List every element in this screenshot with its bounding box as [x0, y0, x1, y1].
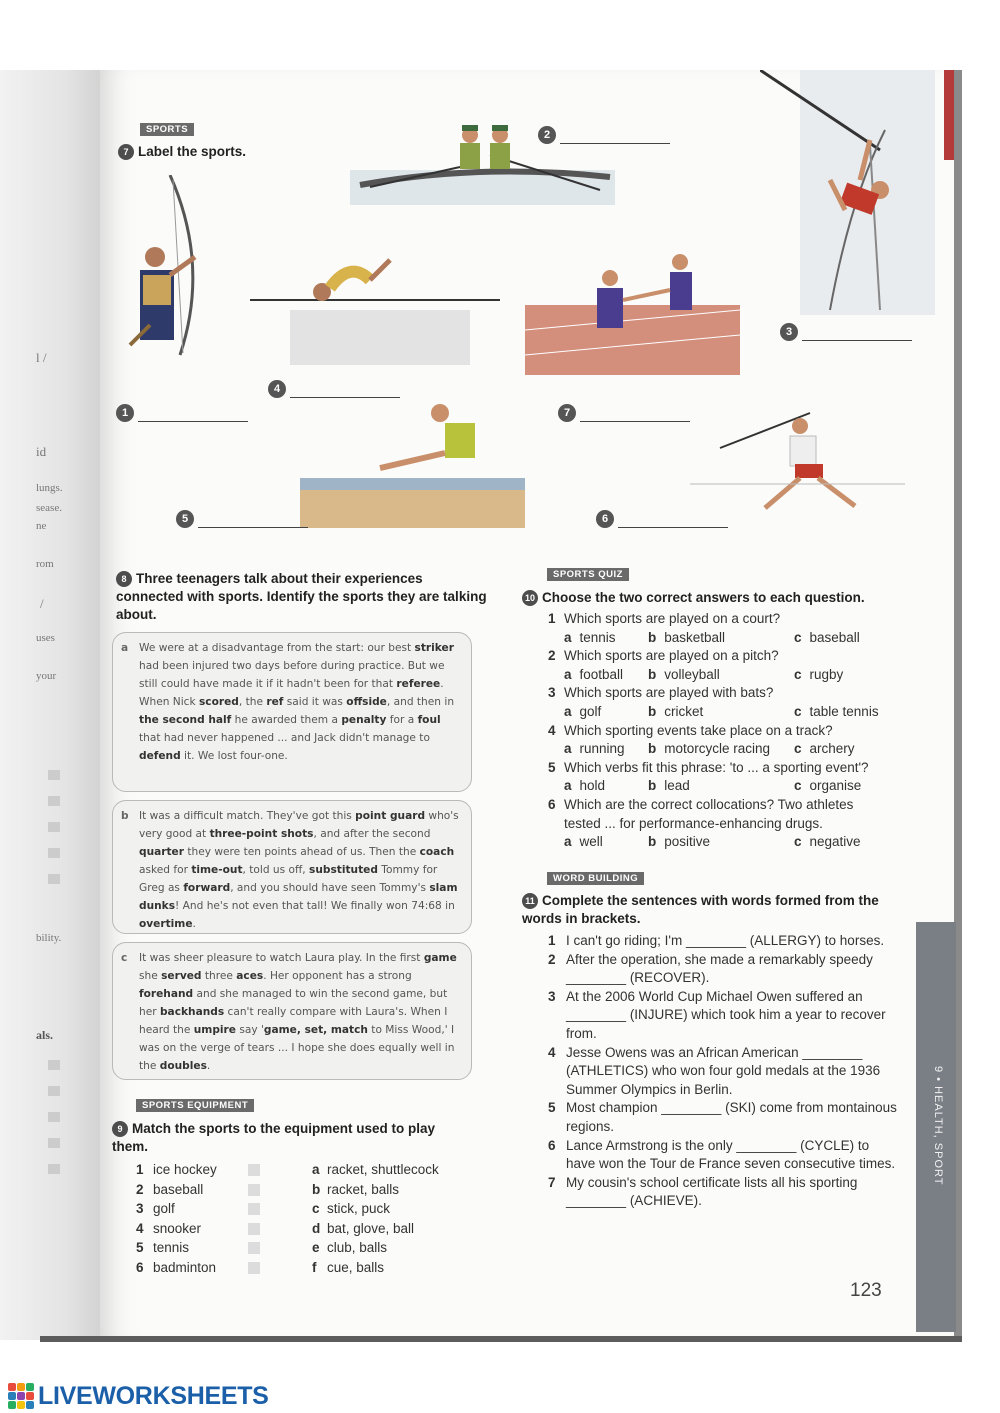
gutter-box: [48, 1060, 60, 1070]
gutter-fragment: your: [36, 670, 57, 682]
bubble-text: three: [201, 970, 237, 982]
label-number: 7: [558, 404, 576, 422]
exercise-10-heading: [522, 589, 892, 607]
gutter-fragment: rom: [36, 558, 54, 570]
item-number: 2: [548, 951, 556, 967]
logo-grid-icon: [8, 1383, 34, 1409]
key-term: scored: [198, 696, 239, 708]
option-a[interactable]: a golf: [564, 703, 602, 719]
logo-text: LIVEWORKSHEETS: [38, 1381, 269, 1410]
option-c[interactable]: c archery: [794, 741, 855, 757]
key-term: quarter: [139, 846, 184, 858]
speech-bubble-c: [112, 942, 472, 1080]
question-number: 1: [548, 611, 556, 626]
option-a[interactable]: a tennis: [564, 629, 616, 645]
answer-line[interactable]: [802, 325, 912, 341]
bubble-text: for a: [386, 714, 418, 726]
answer-box[interactable]: [248, 1223, 260, 1235]
option-c[interactable]: c organise: [794, 778, 862, 794]
bubble-text: asked for: [139, 864, 192, 876]
label-blank-1[interactable]: [116, 404, 248, 422]
quiz-question-1: [548, 610, 898, 647]
key-term: penalty: [341, 714, 387, 726]
page-number: 123: [850, 1280, 882, 1301]
sport-name: badminton: [153, 1259, 217, 1275]
gutter-box: [48, 1112, 60, 1122]
key-term: forehand: [139, 988, 194, 1000]
match-row: [136, 1238, 476, 1258]
item-text: After the operation, she made a remarkably speedy ________ (RECOVER).: [566, 951, 873, 986]
quiz-question-6: [548, 796, 898, 852]
question-number: 3: [548, 685, 556, 701]
word-building-item[interactable]: [548, 1099, 898, 1136]
exercise-number: 9: [112, 1121, 128, 1137]
section-tag-equipment: SPORTS EQUIPMENT: [136, 1099, 254, 1112]
key-term: foul: [417, 714, 441, 726]
answer-line[interactable]: [198, 512, 308, 528]
match-row: [136, 1180, 476, 1200]
item-number: 4: [548, 1044, 556, 1060]
answer-line[interactable]: [618, 512, 728, 528]
bubble-text: had been injured two days before during practice. But we still could have made it if it hadn't been for that: [139, 660, 445, 690]
bubble-text: .: [192, 918, 196, 930]
gutter-fragment: lungs.: [36, 482, 63, 494]
item-number: 6: [548, 1137, 556, 1153]
question-number: 4: [548, 722, 556, 738]
option-a[interactable]: a running: [564, 741, 625, 757]
word-building-item[interactable]: [548, 1174, 898, 1211]
pole-vault-illustration: [760, 70, 935, 315]
equipment-name: racket, shuttlecock: [327, 1162, 439, 1177]
long-jump-illustration: [300, 398, 525, 528]
gutter-fragment: id: [36, 444, 47, 459]
equipment-letter: e: [312, 1240, 320, 1256]
question-number: 6: [548, 796, 556, 812]
gutter-box: [48, 874, 60, 884]
key-term: substituted: [309, 864, 378, 876]
question-text: Which sports are played with bats?: [564, 685, 774, 701]
exercise-7-heading: [118, 143, 246, 161]
quiz-question-3: [548, 684, 898, 721]
bubble-text: Tommy for Greg as: [139, 864, 438, 894]
question-number: 2: [548, 648, 556, 664]
item-text: I can't go riding; I'm ________ (ALLERGY) to horses.: [566, 933, 885, 948]
word-building-item[interactable]: [548, 988, 898, 1044]
gutter-fragment: bility.: [36, 932, 62, 944]
bubble-text: he awarded them a: [231, 714, 342, 726]
bubble-text: to Miss Wood,' I was on the verge of tears ... I hope she does equally well in the: [139, 1024, 455, 1072]
word-building-list: [548, 932, 898, 1211]
exercise-11-instruction: Complete the sentences with words formed from the words in brackets.: [522, 893, 879, 926]
key-term: referee: [396, 678, 441, 690]
exercise-number: 11: [522, 893, 538, 909]
bubble-text: it. We lost four-one.: [180, 750, 288, 762]
bubble-letter: b: [121, 810, 129, 822]
item-number: 3: [548, 988, 556, 1004]
item-number: 7: [548, 1174, 556, 1190]
equipment-letter: d: [312, 1220, 321, 1236]
gutter-box: [48, 1086, 60, 1096]
question-number: 5: [548, 759, 556, 775]
answer-box[interactable]: [248, 1262, 260, 1274]
label-number: 3: [780, 323, 798, 341]
liveworksheets-logo[interactable]: [8, 1380, 269, 1412]
sport-name: tennis: [153, 1240, 190, 1256]
answer-box[interactable]: [248, 1203, 260, 1215]
quiz-questions: [548, 610, 898, 852]
option-b[interactable]: b lead: [648, 778, 690, 794]
label-blank-4[interactable]: [268, 380, 400, 398]
exercise-9-heading: [112, 1120, 472, 1156]
option-c[interactable]: c rugby: [794, 666, 844, 682]
bubble-text: , told us off,: [242, 864, 310, 876]
bubble-text: , and then in: [386, 696, 455, 708]
option-a[interactable]: a well: [564, 834, 603, 850]
key-term: served: [161, 970, 202, 982]
bubble-text: say ': [235, 1024, 264, 1036]
key-term: backhands: [159, 1006, 225, 1018]
exercise-number: 10: [522, 590, 538, 606]
key-term: forward: [183, 882, 231, 894]
section-tag-sports: SPORTS: [140, 123, 194, 136]
quiz-question-4: [548, 722, 898, 759]
question-text: Which sporting events take place on a track?: [564, 722, 833, 738]
gutter-fragment: uses: [36, 632, 55, 644]
match-row: [136, 1258, 476, 1278]
gutter-fragment: l /: [36, 350, 47, 365]
bubble-text: It was sheer pleasure to watch Laura play. In the first: [139, 952, 424, 964]
key-term: coach: [419, 846, 455, 858]
label-number: 5: [176, 510, 194, 528]
label-number: 1: [116, 404, 134, 422]
bubble-text: .: [206, 1060, 211, 1072]
exercise-8-heading: [116, 570, 491, 624]
gutter-box: [48, 822, 60, 832]
exercise-number: 8: [116, 571, 132, 587]
sport-name: ice hockey: [153, 1162, 217, 1177]
equipment-letter: a: [312, 1162, 320, 1177]
exercise-7-instruction: Label the sports.: [138, 144, 247, 159]
equipment-name: cue, balls: [327, 1259, 385, 1275]
section-tag-word-building: WORD BUILDING: [547, 872, 644, 885]
answer-box[interactable]: [248, 1164, 260, 1176]
key-term: striker: [414, 642, 454, 654]
key-term: game: [423, 952, 457, 964]
bubble-text: . When Nick: [139, 678, 444, 708]
exercise-number: 7: [118, 144, 134, 160]
sport-name: baseball: [153, 1181, 204, 1197]
bubble-text: , the: [238, 696, 267, 708]
unit-side-tab-label: 9 • HEALTH, SPORT: [932, 1066, 944, 1186]
equipment-name: club, balls: [327, 1240, 388, 1256]
gutter-box: [48, 1138, 60, 1148]
bubble-letter: c: [121, 952, 128, 964]
match-row: [136, 1160, 476, 1180]
bubble-text: It was a difficult match. They've got this: [139, 810, 356, 822]
label-number: 2: [538, 126, 556, 144]
gutter-fragment: /: [40, 596, 44, 611]
bubble-text: We were at a disadvantage from the start: our best: [139, 642, 415, 654]
quiz-question-2: [548, 647, 898, 684]
answer-line[interactable]: [560, 128, 670, 144]
key-term: offside: [346, 696, 387, 708]
sport-name: snooker: [153, 1220, 202, 1236]
question-text: tested ... for performance-enhancing drugs.: [564, 815, 823, 831]
item-text: Most champion ________ (SKI) come from montainous regions.: [566, 1100, 897, 1134]
key-term: game, set, match: [263, 1024, 368, 1036]
section-tag-quiz: SPORTS QUIZ: [547, 568, 629, 581]
label-blank-3[interactable]: [780, 323, 912, 341]
key-term: the second half: [139, 714, 232, 726]
equipment-letter: f: [312, 1259, 317, 1275]
label-blank-6[interactable]: [596, 510, 728, 528]
key-term: defend: [139, 750, 181, 762]
word-building-item[interactable]: [548, 951, 898, 988]
key-term: ref: [266, 696, 284, 708]
sport-name: golf: [153, 1201, 175, 1217]
item-text: At the 2006 World Cup Michael Owen suffered an ________ (INJURE) which took him a year to recover from.: [566, 988, 886, 1041]
equipment-letter: b: [312, 1181, 321, 1197]
sport-number: 3: [136, 1201, 144, 1217]
answer-line[interactable]: [290, 382, 400, 398]
key-term: point guard: [355, 810, 426, 822]
label-number: 6: [596, 510, 614, 528]
item-number: 5: [548, 1100, 556, 1116]
bubble-text: she: [139, 970, 162, 982]
key-term: time-out: [191, 864, 243, 876]
answer-box[interactable]: [248, 1242, 260, 1254]
bubble-text: and she managed to win the second game, but her: [139, 988, 448, 1018]
bubble-text: . Her opponent has a strong: [263, 970, 412, 982]
exercise-8-instruction: Three teenagers talk about their experiences connected with sports. Identify the sports they are talking about.: [116, 571, 487, 622]
key-term: overtime: [139, 918, 193, 930]
option-a[interactable]: a football: [564, 666, 624, 682]
question-text: Which sports are played on a court?: [564, 611, 781, 626]
javelin-illustration: [690, 398, 905, 518]
option-c[interactable]: c table tennis: [794, 703, 879, 719]
key-term: three-point shots: [209, 828, 314, 840]
bubble-letter: a: [121, 642, 129, 654]
bubble-text: that had never happened ... and Jack didn't manage to: [139, 732, 430, 744]
bubble-text: said it was: [283, 696, 347, 708]
bubble-text: they were ten points ahead of us. Then the: [183, 846, 420, 858]
speech-bubble-b: [112, 800, 472, 934]
question-text: Which sports are played on a pitch?: [564, 648, 779, 664]
label-blank-2[interactable]: [538, 126, 670, 144]
label-number: 4: [268, 380, 286, 398]
answer-line[interactable]: [580, 406, 690, 422]
key-term: doubles: [159, 1060, 207, 1072]
quiz-question-5: [548, 759, 898, 796]
sport-number: 5: [136, 1240, 144, 1256]
speech-bubble-a: [112, 632, 472, 792]
word-building-item[interactable]: [548, 1044, 898, 1100]
bubble-text: who's very good at: [139, 810, 459, 840]
label-blank-5[interactable]: [176, 510, 308, 528]
bubble-text: can't really compare with Laura's. When I heard the: [139, 1006, 448, 1036]
item-text: Lance Armstrong is the only ________ (CYCLE) to have won the Tour de France seven consecutive times.: [566, 1137, 896, 1172]
key-term: umpire: [193, 1024, 236, 1036]
question-text: Which are the correct collocations? Two athletes: [564, 796, 854, 812]
bubble-text: , and after the second: [313, 828, 431, 840]
sport-number: 2: [136, 1181, 144, 1197]
question-text: Which verbs fit this phrase: 'to ... a sporting event'?: [564, 759, 869, 775]
option-c[interactable]: c negative: [794, 834, 861, 850]
gutter-fragment: ne: [36, 520, 47, 532]
gutter-box: [48, 796, 60, 806]
equipment-name: racket, balls: [327, 1181, 400, 1197]
equipment-name: bat, glove, ball: [327, 1220, 415, 1236]
answer-box[interactable]: [248, 1184, 260, 1196]
item-number: 1: [548, 933, 556, 948]
equipment-name: stick, puck: [327, 1201, 391, 1217]
word-building-item[interactable]: [548, 932, 898, 951]
gutter-fragment: sease.: [36, 502, 62, 514]
equipment-letter: c: [312, 1201, 320, 1217]
relay-race-illustration: [525, 250, 740, 375]
exercise-10-instruction: Choose the two correct answers to each question.: [542, 590, 865, 605]
option-b[interactable]: b basketball: [648, 629, 726, 645]
match-row: [136, 1199, 476, 1219]
book-bottom-edge: [40, 1336, 962, 1342]
option-c[interactable]: c baseball: [794, 629, 860, 645]
label-blank-7[interactable]: [558, 404, 690, 422]
bubble-text: ! And he's not even that tall! We finally won 74:68 in: [175, 900, 455, 912]
sport-number: 6: [136, 1259, 144, 1275]
item-text: My cousin's school certificate lists all his sporting ________ (ACHIEVE).: [566, 1174, 858, 1209]
item-text: Jesse Owens was an African American ________ (ATHLETICS) who won four gold medals at the 1936 Summer Olympics in Berlin.: [566, 1044, 881, 1097]
key-term: aces: [236, 970, 264, 982]
exercise-9-instruction: Match the sports to the equipment used to play them.: [112, 1121, 436, 1154]
high-jump-illustration: [250, 250, 500, 370]
answer-line[interactable]: [138, 406, 248, 422]
option-a[interactable]: a hold: [564, 778, 606, 794]
matching-list: [136, 1160, 476, 1278]
gutter-box: [48, 848, 60, 858]
exercise-11-heading: [522, 892, 892, 928]
key-term: slam dunks: [139, 882, 458, 912]
option-b[interactable]: b cricket: [648, 703, 704, 719]
sport-number: 1: [136, 1162, 144, 1177]
word-building-item[interactable]: [548, 1137, 898, 1174]
option-b[interactable]: b positive: [648, 834, 711, 850]
sport-number: 4: [136, 1220, 144, 1236]
gutter-box: [48, 1164, 60, 1174]
option-b[interactable]: b motorcycle racing: [648, 741, 771, 757]
option-b[interactable]: b volleyball: [648, 666, 720, 682]
gutter-fragment: als.: [36, 1028, 54, 1042]
archery-illustration: [125, 175, 225, 365]
match-row: [136, 1219, 476, 1239]
bubble-text: , and you should have seen Tommy's: [230, 882, 430, 894]
gutter-box: [48, 770, 60, 780]
